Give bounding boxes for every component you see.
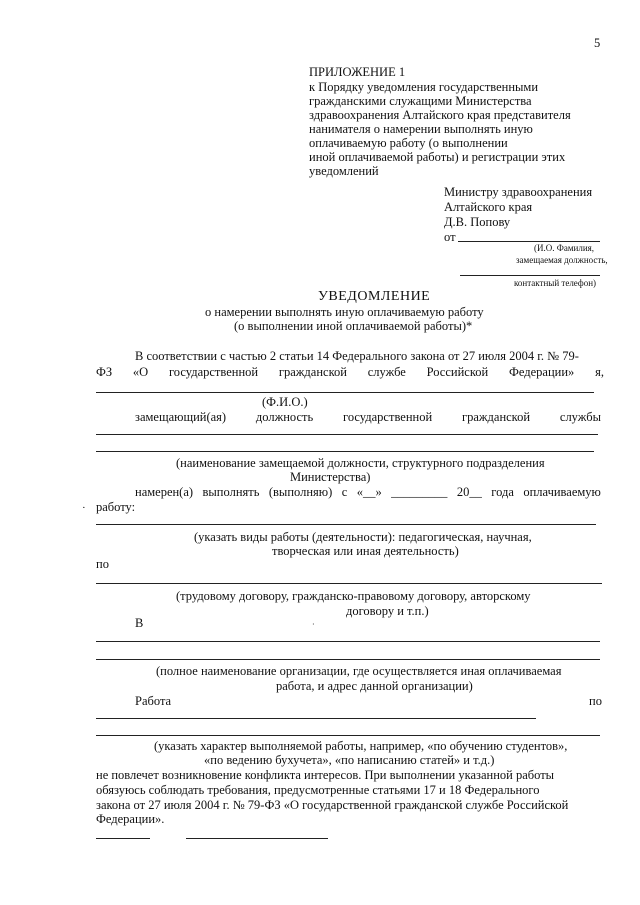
page-number: 5 bbox=[594, 36, 601, 50]
hint-phone: контактный телефон) bbox=[514, 278, 597, 288]
word: службы bbox=[559, 410, 601, 424]
intro-line: В соответствии с частью 2 статьи 14 Федерального закона от 27 июля 2004 г. № 79- bbox=[135, 349, 579, 363]
margin-dot: · bbox=[82, 502, 86, 514]
holding-line bbox=[135, 411, 601, 424]
word: гражданской bbox=[278, 365, 347, 379]
word: Российской bbox=[426, 365, 489, 379]
hint-fio: (И.О. Фамилия, bbox=[534, 243, 595, 253]
appendix-line: нанимателя о намерении выполнять иную bbox=[309, 122, 533, 136]
intro-line-justified bbox=[96, 366, 604, 379]
by-label: по bbox=[96, 557, 109, 571]
word: ФЗ bbox=[96, 365, 113, 379]
word: (выполняю) bbox=[268, 485, 333, 499]
word: должность bbox=[255, 410, 314, 424]
appendix-line: уведомлений bbox=[309, 164, 379, 178]
contract-field-line[interactable] bbox=[96, 583, 602, 584]
from-field-line[interactable] bbox=[458, 241, 600, 242]
conclusion-line: закона от 27 июля 2004 г. № 79-ФЗ «О государственной гражданской службе Российской bbox=[96, 798, 569, 812]
word: оплачиваемую bbox=[523, 485, 601, 499]
word: с bbox=[341, 485, 348, 499]
notice-subtitle: о намерении выполнять иную оплачиваемую работу bbox=[205, 305, 484, 319]
work-types-field-line[interactable] bbox=[96, 524, 596, 525]
character-hint: «по ведению бухучета», «по написанию статей» и т.д.) bbox=[204, 753, 495, 767]
word: года bbox=[491, 485, 514, 499]
appendix-title: ПРИЛОЖЕНИЕ 1 bbox=[309, 65, 406, 79]
addressee-line: Д.В. Попову bbox=[444, 215, 511, 229]
date-day-field[interactable]: «__» bbox=[356, 485, 382, 499]
contract-hint: (трудовому договору, гражданско-правовому договору, авторскому bbox=[176, 589, 531, 603]
notice-subtitle: (о выполнении иной оплачиваемой работы)* bbox=[234, 319, 473, 333]
appendix-line: к Порядку уведомления государственными bbox=[309, 80, 539, 94]
word: службе bbox=[367, 365, 406, 379]
org-field-line-2[interactable] bbox=[96, 659, 600, 660]
word: «О bbox=[132, 365, 149, 379]
appendix-line: здравоохранения Алтайского края представителя bbox=[309, 108, 571, 122]
word: Федерации» bbox=[509, 365, 575, 379]
work-character-by: по bbox=[589, 694, 602, 708]
appendix-line: иной оплачиваемой работы) и регистрации этих bbox=[309, 150, 566, 164]
word: государственной bbox=[343, 410, 433, 424]
word: я, bbox=[595, 365, 604, 379]
work-types-hint: творческая или иная деятельность) bbox=[272, 544, 459, 558]
addressee-line: Министру здравоохранения bbox=[444, 185, 593, 199]
word: государственной bbox=[168, 365, 259, 379]
signature-field-line[interactable] bbox=[186, 838, 328, 839]
work-character-label: Работа bbox=[135, 694, 172, 708]
conclusion-line: не повлечет возникновение конфликта интересов. При выполнении указанной работы bbox=[96, 768, 555, 782]
character-hint: (указать характер выполняемой работы, например, «по обучению студентов», bbox=[154, 739, 568, 753]
intend-line bbox=[135, 486, 601, 499]
hint-position: замещаемая должность, bbox=[516, 255, 608, 265]
phone-field-line[interactable] bbox=[460, 275, 600, 276]
word: гражданской bbox=[461, 410, 531, 424]
work-character-field-line[interactable] bbox=[96, 718, 536, 719]
org-hint: работа, и адрес данной организации) bbox=[276, 679, 473, 693]
org-hint: (полное наименование организации, где осуществляется иная оплачиваемая bbox=[156, 664, 562, 678]
from-label: от bbox=[444, 230, 456, 244]
work-label: работу: bbox=[96, 500, 136, 514]
notice-title: УВЕДОМЛЕНИЕ bbox=[318, 289, 431, 304]
word: выполнять bbox=[202, 485, 260, 499]
date-year-field[interactable]: 20__ bbox=[456, 485, 482, 499]
date-field-line[interactable] bbox=[96, 838, 150, 839]
stray-dot: · bbox=[312, 620, 315, 629]
org-field-line[interactable] bbox=[96, 641, 600, 642]
work-types-hint: (указать виды работы (деятельности): педагогическая, научная, bbox=[194, 530, 532, 544]
fio-hint: (Ф.И.О.) bbox=[262, 395, 308, 409]
position-hint: (наименование замещаемой должности, структурного подразделения bbox=[176, 456, 545, 470]
position-hint: Министерства) bbox=[290, 470, 371, 484]
appendix-line: гражданскими служащими Министерства bbox=[309, 94, 532, 108]
conclusion-line: Федерации». bbox=[96, 812, 165, 826]
word: намерен(а) bbox=[135, 485, 194, 499]
position-field-line-2[interactable] bbox=[96, 451, 594, 452]
fio-field-line[interactable] bbox=[96, 392, 594, 393]
work-character-field-line-2[interactable] bbox=[96, 735, 600, 736]
position-field-line[interactable] bbox=[96, 434, 598, 435]
addressee-line: Алтайского края bbox=[444, 200, 533, 214]
contract-hint: договору и т.п.) bbox=[346, 604, 429, 618]
date-month-field[interactable]: _________ bbox=[391, 485, 448, 499]
word: замещающий(ая) bbox=[135, 410, 227, 424]
conclusion-line: обязуюсь соблюдать требования, предусмотренные статьями 17 и 18 Федерального bbox=[96, 783, 540, 797]
in-label: В bbox=[135, 616, 144, 630]
appendix-line: оплачиваемую работу (о выполнении bbox=[309, 136, 508, 150]
